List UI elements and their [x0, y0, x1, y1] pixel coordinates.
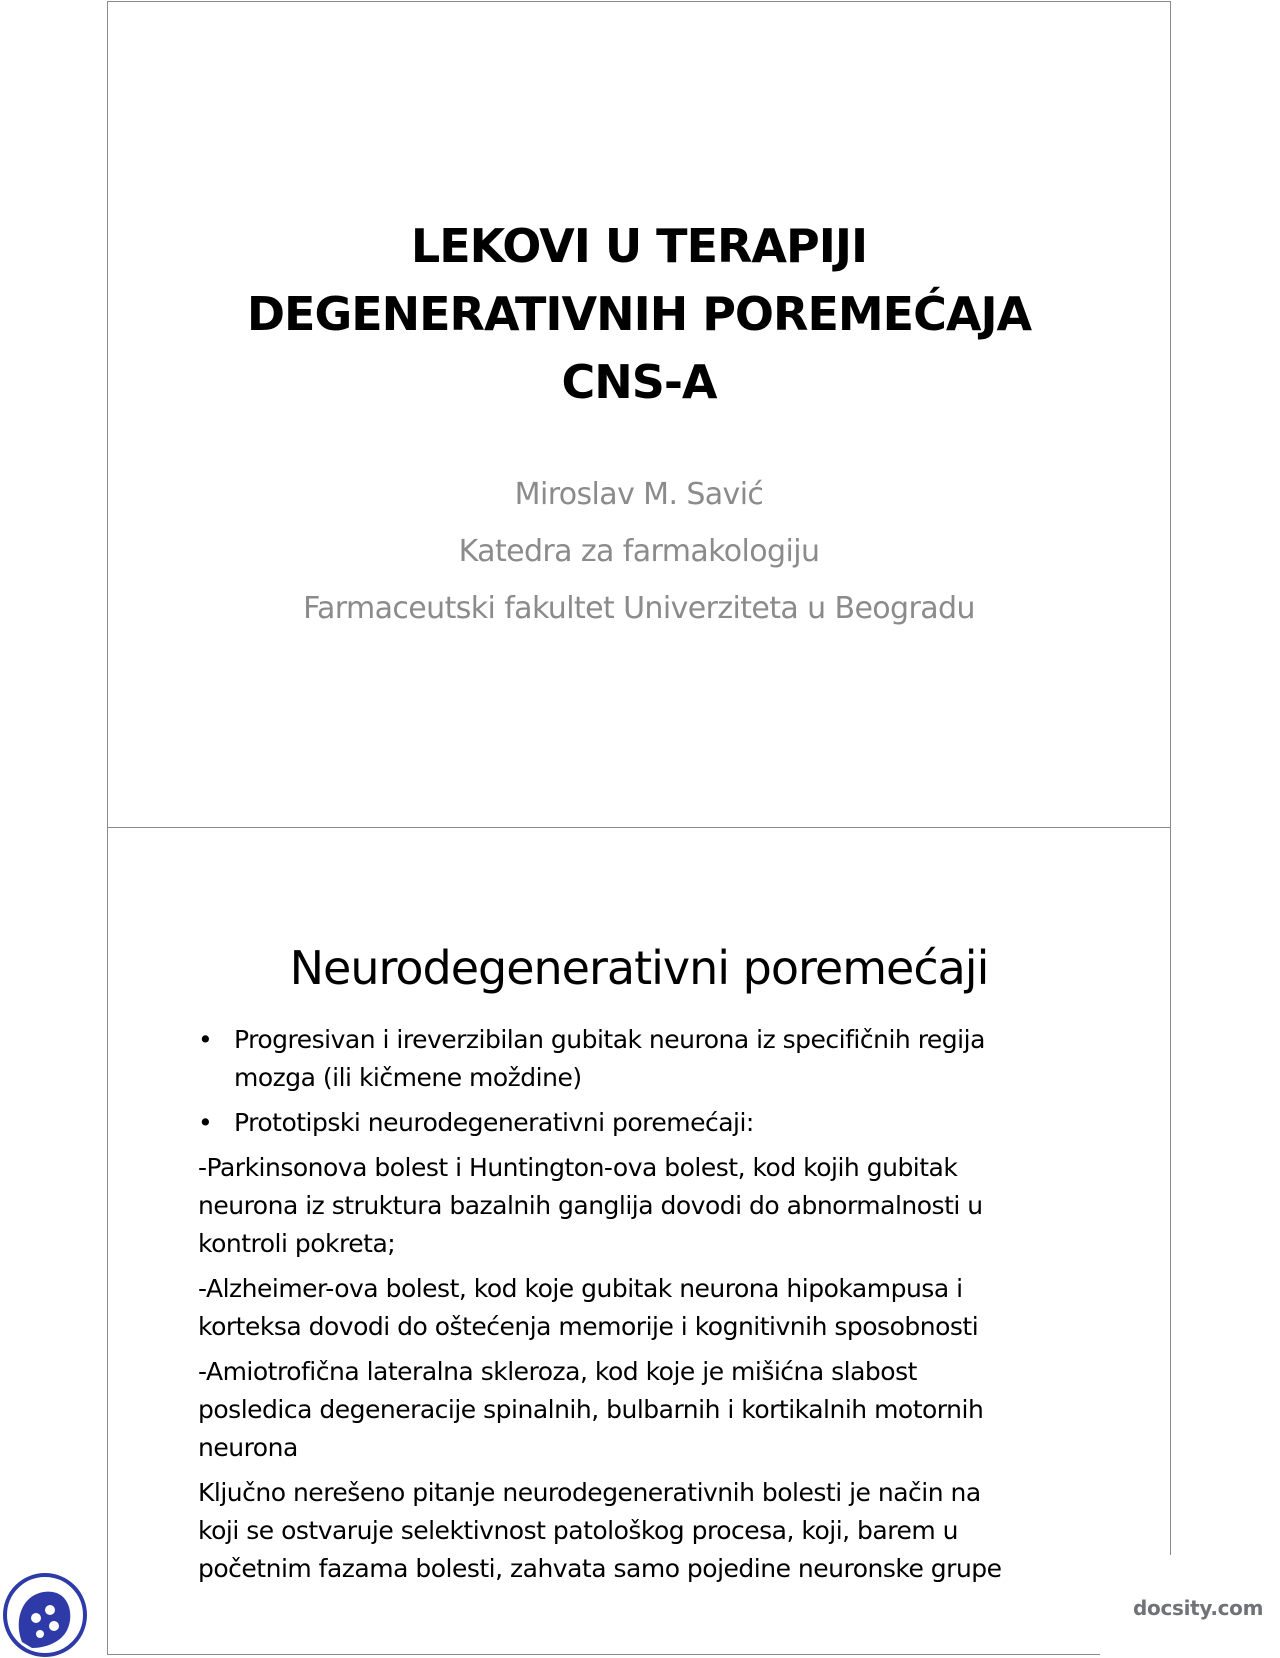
paragraph — [198, 1270, 1098, 1346]
text-line: kontroli pokreta; — [198, 1229, 396, 1258]
bullet-item — [198, 1104, 1098, 1142]
slide-2-content — [198, 1021, 1098, 1595]
bullet-item — [198, 1021, 1098, 1097]
text-line: -Alzheimer-ova bolest, kod koje gubitak neurona hipokampusa i — [198, 1274, 963, 1303]
slide-1-subtitle — [108, 466, 1170, 637]
title-line: LEKOVI U TERAPIJI — [410, 219, 868, 273]
text-line: Prototipski neurodegenerativni poremećaji: — [234, 1108, 754, 1137]
paragraph — [198, 1353, 1098, 1467]
logo-dot — [49, 1621, 59, 1631]
bullet-symbol: • — [198, 1108, 213, 1137]
slide-1-title — [108, 212, 1170, 416]
text-line: neurona iz struktura bazalnih ganglija dovodi do abnormalnosti u — [198, 1191, 983, 1220]
text-line: korteksa dovodi do oštećenja memorije i kognitivnih sposobnosti — [198, 1312, 979, 1341]
slide-1 — [107, 1, 1171, 829]
text-line: -Parkinsonova bolest i Huntington-ova bolest, kod kojih gubitak — [198, 1153, 958, 1182]
faculty: Farmaceutski fakultet Univerziteta u Beogradu — [303, 591, 975, 626]
title-line: CNS-A — [561, 355, 717, 409]
docsity-watermark[interactable]: docsity.com — [1133, 1596, 1264, 1620]
author-name: Miroslav M. Savić — [514, 477, 764, 512]
docsity-logo-icon[interactable] — [2, 1572, 88, 1658]
title-line: DEGENERATIVNIH POREMEĆAJA — [246, 287, 1032, 341]
slide-2 — [107, 827, 1171, 1655]
text-line: koji se ostvaruje selektivnost patološkog procesa, koji, barem u — [198, 1516, 958, 1545]
text-line: neurona — [198, 1433, 298, 1462]
paragraph — [198, 1149, 1098, 1263]
text-line: mozga (ili kičmene moždine) — [234, 1063, 582, 1092]
bullet-symbol: • — [198, 1025, 213, 1054]
text-line: Ključno nerešeno pitanje neurodegenerativnih bolesti je način na — [198, 1478, 981, 1507]
text-line: Progresivan i ireverzibilan gubitak neurona iz specifičnih regija — [234, 1025, 985, 1054]
department: Katedra za farmakologiju — [458, 534, 820, 569]
logo-shape — [19, 1592, 71, 1648]
text-line: početnim fazama bolesti, zahvata samo pojedine neuronske grupe — [198, 1554, 1002, 1583]
logo-dot — [36, 1630, 44, 1638]
text-line: posledica degeneracije spinalnih, bulbarnih i kortikalnih motornih — [198, 1395, 984, 1424]
logo-dot — [31, 1613, 41, 1623]
logo-dot — [45, 1605, 55, 1615]
slide-2-title: Neurodegenerativni poremećaji — [289, 941, 989, 995]
text-line: -Amiotrofična lateralna skleroza, kod koje je mišićna slabost — [198, 1357, 917, 1386]
paragraph — [198, 1474, 1098, 1588]
